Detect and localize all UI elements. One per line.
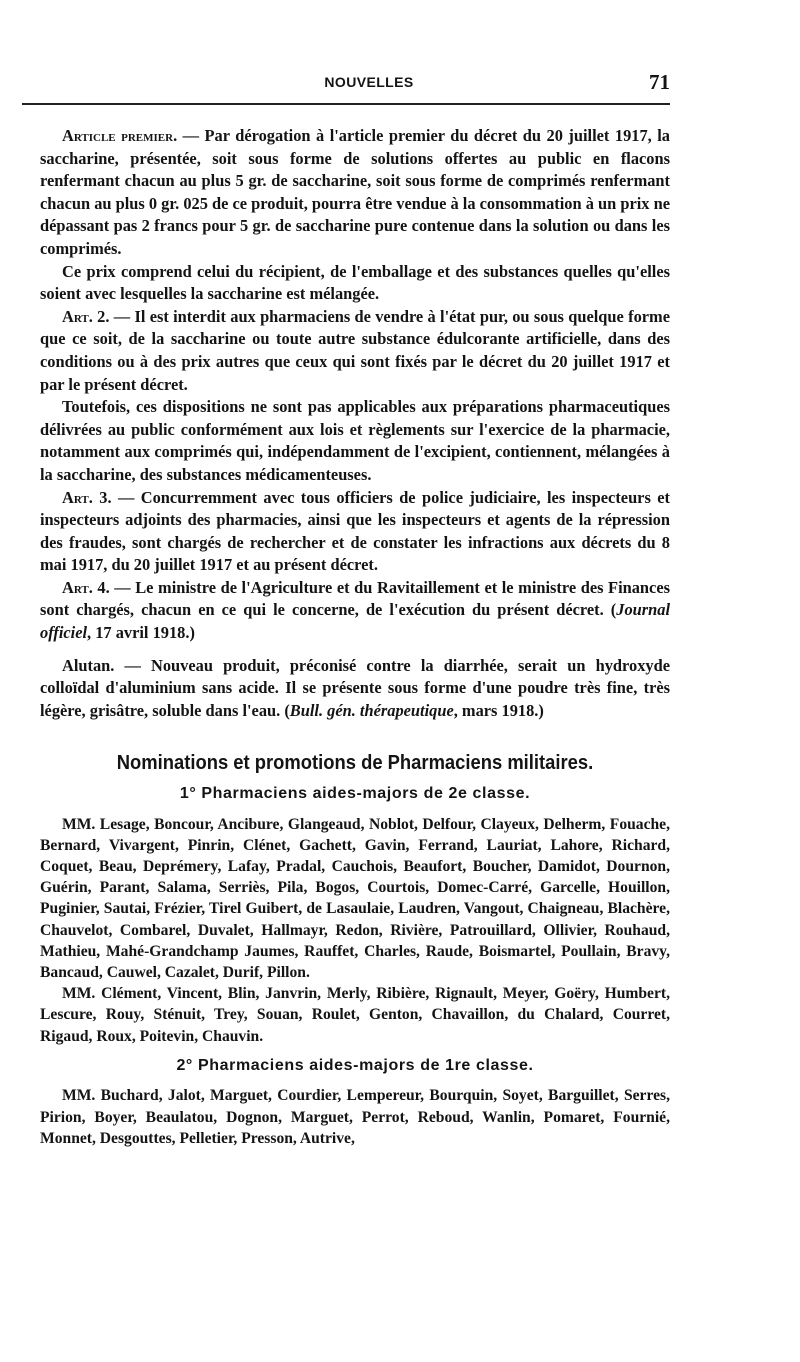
article-4-paragraph: [40, 577, 670, 645]
article-1-text: — Par dérogation à l'article premier du décret du 20 juillet 1917, la saccharine, présentée, soit sous forme de solutions offertes au public en flacons renfermant chacun au plus 5 gr. de saccharine, soit sous forme de comprimés renfermant chacun au plus 0 gr. 025 de ce produit, pourra être vendue à la consommation à un prix ne dépassant pas 2 francs pour 5 gr. de saccharine pure contenue dans la solution ou dans les comprimés.: [40, 126, 670, 258]
article-1-paragraph-2: Ce prix comprend celui du récipient, de l'emballage et des substances quelles qu'elles soient avec lesquelles la saccharine est mélangée.: [40, 261, 670, 304]
article-4-label: Art. 4.: [62, 577, 110, 597]
nominations-list-2: [40, 1085, 670, 1149]
alutan-text-end: , mars 1918.): [453, 700, 544, 720]
alutan-source: Bull. gén. thérapeutique: [289, 700, 454, 720]
alutan-label: Alutan.: [62, 655, 115, 675]
article-1-paragraph: [40, 125, 670, 261]
names-paragraph-2: MM. Buchard, Jalot, Marguet, Courdier, Lempereur, Bourquin, Soyet, Barguillet, Serres, Pirion, Boyer, Beaulatou, Dognon, Marguet, Perrot, Reboud, Wanlin, Pomaret, Fournié, Monnet, Desgouttes, Pelletier, Presson, Autrive,: [40, 1087, 670, 1147]
nominations-subtitle-2: 2° Pharmaciens aides-majors de 1re classe.: [176, 1056, 534, 1074]
article-2-text: — Il est interdit aux pharmaciens de vendre à l'état pur, ou sous quelque forme que ce soit, de la saccharine ou toute autre substance édulcorante artificielle, dans des conditions ou à des prix autres que ceux qui sont fixés par le décret du 20 juillet 1917 et par le présent décret.: [40, 306, 670, 394]
article-4-source: Journal officiel: [40, 600, 670, 643]
names-paragraph-1b: MM. Clément, Vincent, Blin, Janvrin, Merly, Ribière, Rignault, Meyer, Goëry, Humbert, Lescure, Rouy, Sténuit, Trey, Souan, Roulet, Genton, Chavaillon, du Chalard, Courret, Rigaud, Roux, Poitevin, Chauvin.: [40, 985, 670, 1045]
article-4-text: — Le ministre de l'Agriculture et du Ravitaillement et le ministre des Finances sont chargés, chacun en ce qui le concerne, de l'exécution du présent décret. (: [40, 577, 670, 620]
nominations-title: Nominations et promotions de Pharmaciens militaires.: [116, 752, 594, 775]
nominations-list-1: [40, 814, 670, 1047]
article-3-label: Art. 3.: [62, 487, 112, 507]
page-header: [68, 70, 670, 98]
header-rule: [22, 103, 670, 105]
article-3-paragraph: [40, 487, 670, 577]
article-2-paragraph-2: Toutefois, ces dispositions ne sont pas applicables aux préparations pharmaceutiques délivrées au public conformément aux lois et règlements sur l'exercice de la pharmacie, notamment aux comprimés qui, indépendamment de l'excipient, contiennent, mélangées à la saccharine, des substances médicamenteuses.: [40, 397, 670, 484]
nominations-subtitle-1: 1° Pharmaciens aides-majors de 2e classe.: [179, 785, 531, 803]
article-2-paragraph: [40, 306, 670, 396]
running-title: NOUVELLES: [324, 74, 414, 90]
article-1-label: Article premier.: [62, 126, 178, 145]
article-4-text-end: , 17 avril 1918.): [87, 623, 195, 643]
names-paragraph-1a: MM. Lesage, Boncour, Ancibure, Glangeaud, Noblot, Delfour, Clayeux, Delherm, Fouache, Bernard, Vivargent, Pinrin, Clénet, Gachett, Gavin, Ferrand, Lauriat, Lahore, Richard, Coquet, Beau, Deprémery, Lafay, Pradal, Cauchois, Beaufort, Boucher, Damidot, Dournon, Guérin, Parant, Salama, Serriès, Pila, Bogos, Courtois, Domec-Carré, Garcelle, Houillon, Puginier, Sautai, Frézier, Tirel Guibert, de Lasaulaie, Laudren, Vangout, Chaigneau, Blachère, Chauvelot, Combarel, Duvalet, Hallmayr, Redon, Rivière, Patrouillard, Ollivier, Rouhaud, Mathieu, Mahé-Grandchamp Jaumes, Rauffet, Charles, Raude, Boismartel, Poullain, Bravy, Bancaud, Cauwel, Cazalet, Durif, Pillon.: [40, 815, 670, 982]
page-number: 71: [649, 70, 670, 94]
article-2-label: Art. 2.: [62, 306, 110, 326]
alutan-paragraph: [40, 655, 670, 723]
body-text: [40, 125, 670, 1149]
alutan-text: — Nouveau produit, préconisé contre la diarrhée, serait un hydroxyde colloïdal d'aluminium sans acide. Il se présente sous forme d'une poudre très fine, très légère, grisâtre, soluble dans l'eau. (: [40, 655, 670, 720]
article-3-text: — Concurremment avec tous officiers de police judiciaire, les inspecteurs et inspecteurs adjoints des pharmacies, ainsi que les inspecteurs et agents de la répression des fraudes, sont chargés de rechercher et de constater les infractions aux décrets du 8 mai 1917, du 20 juillet 1917 et au présent décret.: [40, 487, 670, 575]
